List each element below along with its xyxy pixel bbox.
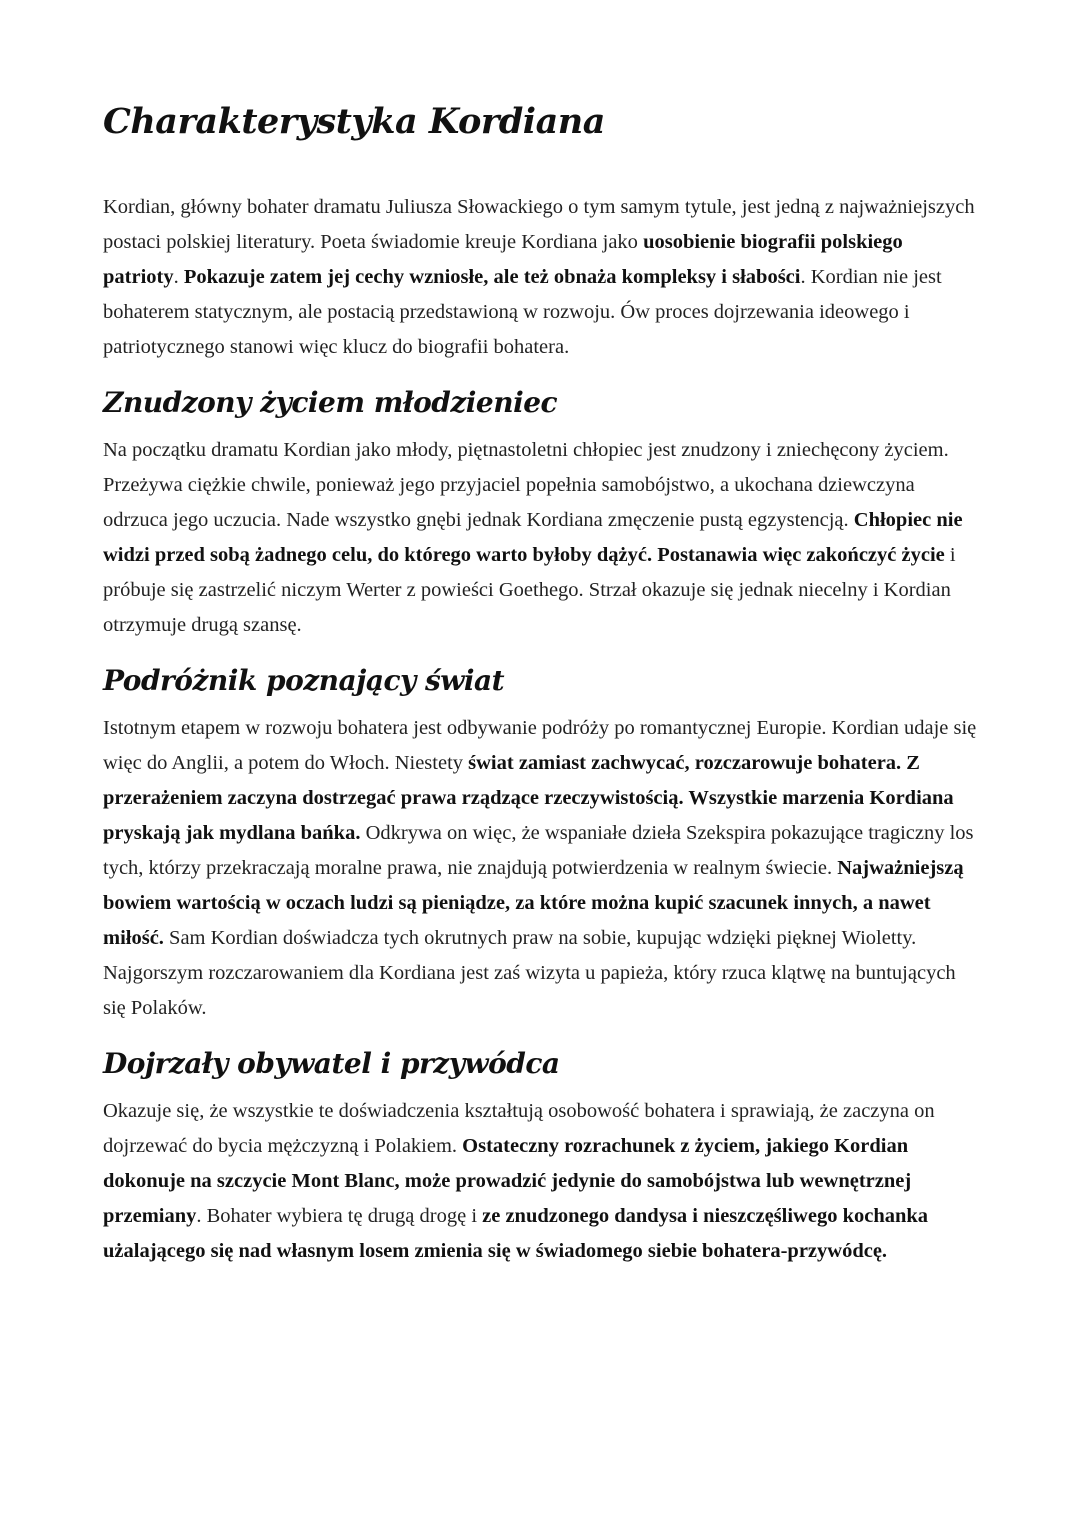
- text-run: Sam Kordian doświadcza tych okrutnych praw na sobie, kupując wdzięki pięknej Wioletty. Najgorszym rozczarowaniem dla Kordiana jest zaś wizyta u papieża, który rzuca klątwę na buntujących się Polaków.: [103, 927, 956, 1019]
- text-run: Kordian, główny bohater dramatu Juliusza Słowackiego o tym samym tytule, jest jedną z najważniejszych postaci polskiej literatury. Poeta świadomie kreuje Kordiana jako: [103, 196, 975, 253]
- section-paragraph-dojrzaly: [103, 1094, 983, 1269]
- bold-text-run: Chłopiec nie widzi przed sobą żadnego celu, do którego warto byłoby dążyć. Postanawia więc zakończyć życie: [103, 509, 963, 566]
- text-run: . Kordian nie jest bohaterem statycznym, ale postacią przedstawioną w rozwoju. Ów proces dojrzewania ideowego i patriotycznego stanowi więc klucz do biografii bohatera.: [103, 266, 942, 358]
- bold-text-run: Najważniejszą bowiem wartością w oczach ludzi są pieniądze, za które można kupić szacunek innych, a nawet miłość.: [103, 857, 964, 949]
- bold-text-run: uosobienie biografii polskiego patrioty: [103, 231, 903, 288]
- document-content: [103, 98, 983, 1269]
- text-run: Istotnym etapem w rozwoju bohatera jest odbywanie podróży po romantycznej Europie. Kordian udaje się więc do Anglii, a potem do Włoch. Niestety: [103, 717, 977, 774]
- section-heading-znudzony: Znudzony życiem młodzieniec: [103, 386, 558, 419]
- section-heading-dojrzaly: Dojrzały obywatel i przywódca: [103, 1047, 560, 1080]
- bold-text-run: Ostateczny rozrachunek z życiem, jakiego Kordian dokonuje na szczycie Mont Blanc, może prowadzić jedynie do samobójstwa lub wewnętrznej przemiany: [103, 1135, 912, 1227]
- bold-text-run: ze znudzonego dandysa i nieszczęśliwego kochanka użalającego się nad własnym losem zmienia się w świadomego siebie bohatera-przywódcę.: [103, 1205, 929, 1262]
- document-title: Charakterystyka Kordiana: [103, 101, 605, 142]
- intro-paragraph: [103, 190, 983, 365]
- bold-text-run: Pokazuje zatem jej cechy wzniosłe, ale też obnaża kompleksy i słabości: [183, 266, 801, 288]
- section-paragraph-podroznik: [103, 711, 983, 1026]
- text-run: Odkrywa on więc, że wspaniałe dzieła Szekspira pokazujące tragiczny los tych, którzy przekraczają moralne prawa, nie znajdują potwierdzenia w realnym świecie.: [103, 822, 974, 879]
- text-run: .: [173, 266, 184, 288]
- text-run: Na początku dramatu Kordian jako młody, piętnastoletni chłopiec jest znudzony i zniechęcony życiem. Przeżywa ciężkie chwile, ponieważ jego przyjaciel popełnia samobójstwo, a ukochana dziewczyna odrzuca jego uczucia. Nade wszystko gnębi jednak Kordiana zmęczenie pustą egzystencją.: [103, 439, 949, 531]
- text-run: Okazuje się, że wszystkie te doświadczenia kształtują osobowość bohatera i sprawiają, że zaczyna on dojrzewać do bycia mężczyzną i Polakiem.: [103, 1100, 935, 1157]
- text-run: i próbuje się zastrzelić niczym Werter z powieści Goethego. Strzał okazuje się jednak niecelny i Kordian otrzymuje drugą szansę.: [103, 544, 956, 636]
- bold-text-run: świat zamiast zachwycać, rozczarowuje bohatera. Z przerażeniem zaczyna dostrzegać prawa rządzące rzeczywistością. Wszystkie marzenia Kordiana pryskają jak mydlana bańka.: [103, 752, 954, 844]
- text-run: . Bohater wybiera tę drugą drogę i: [196, 1205, 483, 1227]
- section-paragraph-znudzony: [103, 433, 983, 643]
- section-heading-podroznik: Podróżnik poznający świat: [103, 664, 505, 697]
